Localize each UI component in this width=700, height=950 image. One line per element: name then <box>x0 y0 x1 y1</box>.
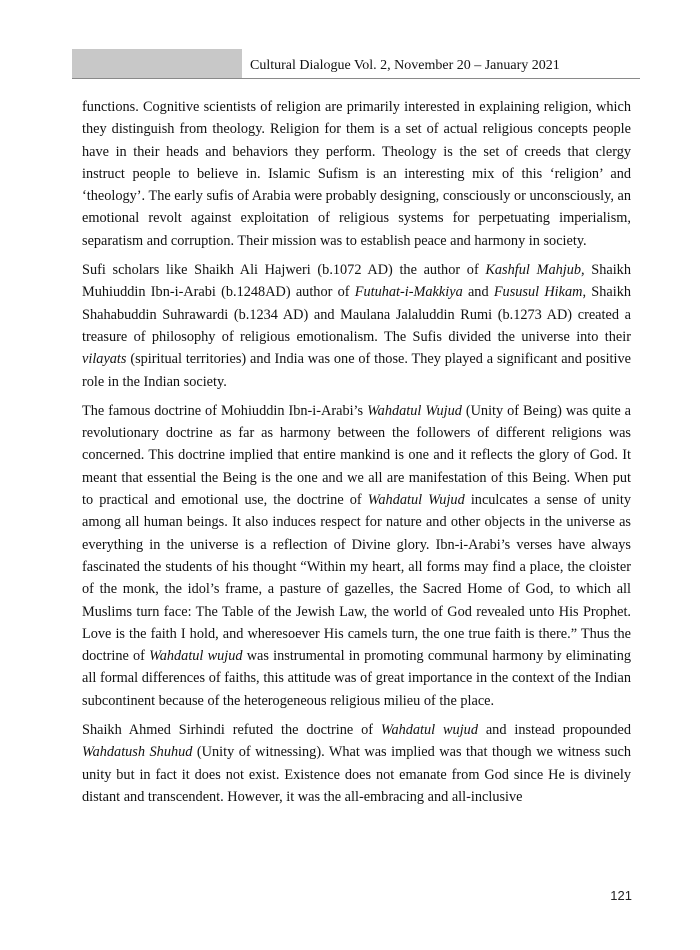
running-header: Cultural Dialogue Vol. 2, November 20 – January 2021 <box>250 58 560 73</box>
text-run: and instead propounded <box>477 722 632 739</box>
italic-term: Kashful Mahjub <box>485 262 582 279</box>
text-run: The famous doctrine of Mohiuddin Ibn-i-Arabi’s <box>82 402 368 419</box>
article-body <box>82 96 631 815</box>
paragraph <box>82 719 631 808</box>
text-run: , Shaikh Muhiuddin Ibn-i-Arabi (b.1248AD) author of <box>82 262 631 301</box>
text-run: (Unity of Being) was quite a revolutionary doctrine as far as harmony between the followers of different religions was concerned. This doctrine implied that entire mankind is one and it reflects the glory of God. It meant that essential the Being is the one and we all are manifestation of this Being. When put to practical and emotional use, the doctrine of <box>82 402 632 509</box>
text-run: was instrumental in promoting communal harmony by eliminating all formal differences of faiths, this attitude was of great importance in the context of the Indian subcontinent because of the heterogeneous religious milieu of the place. <box>82 648 631 709</box>
italic-term: Wahdatul Wujud <box>367 402 462 419</box>
italic-term: Wahdatul wujud <box>149 648 243 665</box>
italic-term: Wahdatul wujud <box>380 722 478 739</box>
text-run: (spiritual territories) and India was one of those. They played a significant and positive role in the Indian society. <box>82 351 631 390</box>
text-run: , Shaikh Shahabuddin Suhrawardi (b.1234 AD) and Maulana Jalaluddin Rumi (b.1273 AD) created a treasure of philosophy of religious emotionalism. The Sufis divided the universe into their <box>82 284 631 345</box>
page-number: 121 <box>610 888 632 903</box>
italic-term: Fususul Hikam <box>493 284 583 301</box>
text-run: Sufi scholars like Shaikh Ali Hajweri (b.1072 AD) the author of <box>82 262 486 279</box>
text-run: functions. Cognitive scientists of religion are primarily interested in explaining religion, which they distinguish from theology. Religion for them is a set of actual religious concepts people have in their heads and behaviors they perform. Theology is the set of creeds that clergy instruct people to believe in. Islamic Sufism is an interesting mix of this ‘religion’ and ‘theology’. The early sufis of Arabia were probably designing, consciously or unconsciously, an emotional revolt against exploitation of religious systems for perpetuating imperialism, separatism and corruption. Their mission was to establish peace and harmony in society. <box>82 99 631 249</box>
italic-term: vilayats <box>82 351 127 368</box>
header-shaded-block <box>72 49 242 79</box>
header-divider <box>72 78 640 79</box>
italic-term: Wahdatush Shuhud <box>82 744 193 761</box>
paragraph <box>82 400 631 712</box>
text-run: (Unity of witnessing). What was implied was that though we witness such unity but in fact it does not exist. Existence does not emanate from God since He is divinely distant and transcendent. However, it was the all-embracing and all-inclusive <box>82 744 631 805</box>
italic-term: Futuhat-i-Makkiya <box>354 284 463 301</box>
paragraph <box>82 259 631 393</box>
text-run: inculcates a sense of unity among all human beings. It also induces respect for nature and other objects in the universe as everything in the universe is a reflection of Divine glory. Ibn-i-Arabi’s verses have always fascinated the students of his thought “Within my heart, all forms may find a place, the cloister of the monk, the idol’s frame, a pasture of gazelles, the Sacred Home of God, to which all Muslims turn face: The Table of the Jewish Law, the world of God revealed unto His Prophet. Love is the faith I hold, and wheresoever His camels turn, the one true faith is there.” Thus the doctrine of <box>82 492 631 665</box>
text-run: Shaikh Ahmed Sirhindi refuted the doctrine of <box>82 722 381 739</box>
paragraph <box>82 96 631 252</box>
text-run: and <box>462 284 494 301</box>
italic-term: Wahdatul Wujud <box>367 492 465 509</box>
